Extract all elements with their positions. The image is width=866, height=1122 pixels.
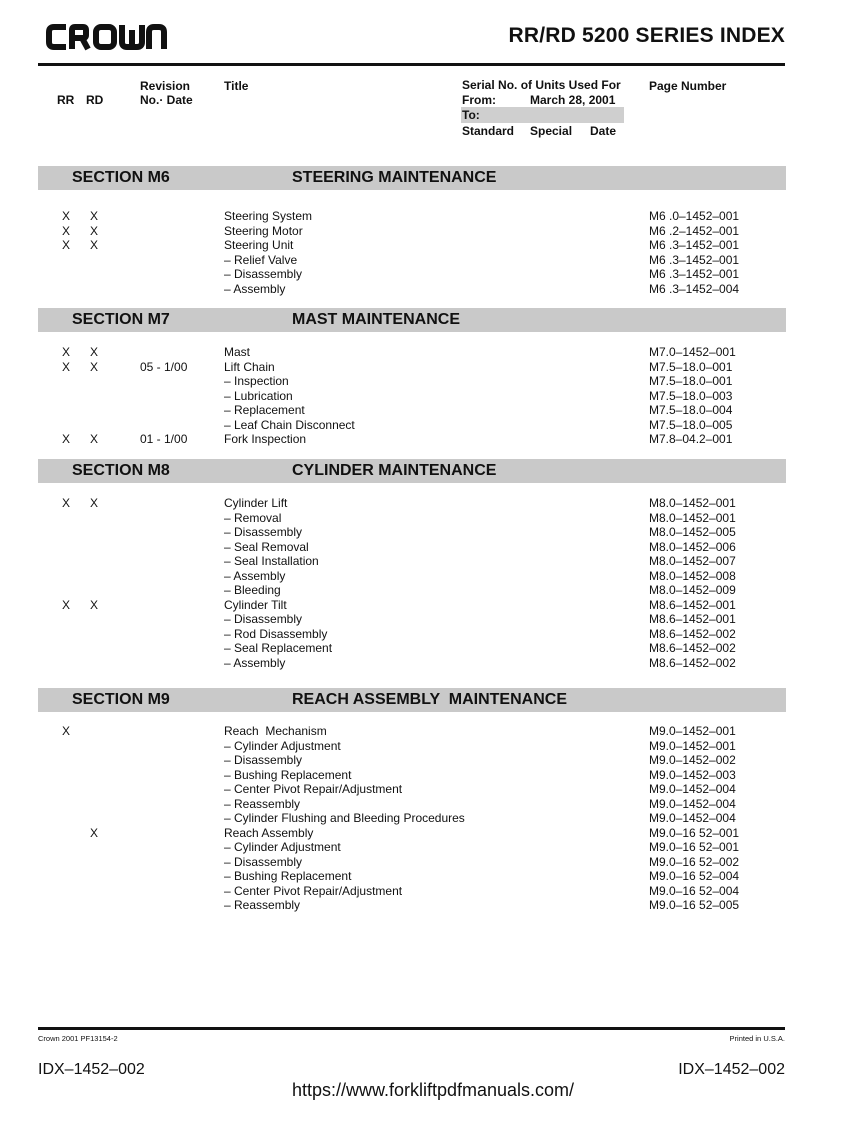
- page-number: M7.0–1452–001: [649, 345, 736, 359]
- column-header-rd: RD: [86, 93, 104, 107]
- index-row: [0, 403, 866, 418]
- index-row: [0, 826, 866, 841]
- page-number: M8.6–1452–002: [649, 641, 736, 655]
- page-number: M6 .3–1452–001: [649, 252, 740, 267]
- page-number: M9.0–1452–004: [649, 782, 736, 796]
- revision-value: 01 - 1/00: [140, 432, 188, 446]
- index-row: [0, 525, 866, 540]
- index-row: [0, 739, 866, 754]
- from-label: From:: [462, 93, 496, 107]
- page-number: M8.0–1452–009: [649, 583, 736, 597]
- entry-title: – Removal: [224, 510, 282, 525]
- page-number: M9.0–1452–004: [649, 811, 736, 825]
- rr-mark: X: [62, 597, 71, 612]
- index-row: [0, 253, 866, 268]
- entry-title: – Assembly: [224, 281, 286, 296]
- rd-mark: X: [90, 432, 99, 446]
- page-number: M6 .2–1452–001: [649, 223, 740, 238]
- rr-mark: X: [62, 238, 71, 252]
- page-number: M9.0–1452–001: [649, 724, 736, 738]
- page-number: M7.5–18.0–001: [649, 359, 733, 374]
- column-header-page-number: Page Number: [649, 79, 727, 93]
- page-number: M7.5–18.0–005: [649, 417, 733, 432]
- page-number: M6 .3–1452–004: [649, 281, 740, 296]
- column-header-revision-date: No.· Date: [140, 93, 193, 107]
- index-row: [0, 884, 866, 899]
- page-number: M7.8–04.2–001: [649, 432, 733, 446]
- column-header-revision: Revision: [140, 79, 191, 93]
- column-header-special: Special: [530, 124, 573, 138]
- index-row: [0, 345, 866, 360]
- entry-title: – Cylinder Adjustment: [224, 738, 341, 753]
- section-band-m6: [38, 166, 786, 190]
- index-row: [0, 782, 866, 797]
- index-row: [0, 418, 866, 433]
- rr-mark: X: [62, 359, 71, 374]
- rr-mark: X: [62, 496, 71, 510]
- document-title: RR/RD 5200 SERIES INDEX: [508, 24, 785, 47]
- from-value: March 28, 2001: [530, 93, 616, 107]
- index-row: [0, 224, 866, 239]
- page-number: M9.0–1452–001: [649, 738, 736, 753]
- serial-heading: Serial No. of Units Used For: [462, 78, 621, 92]
- page-number: M8.6–1452–001: [649, 612, 736, 626]
- rr-mark: X: [62, 223, 71, 238]
- index-row: [0, 768, 866, 783]
- rd-mark: X: [90, 345, 99, 359]
- page-number: M9.0–16 52–004: [649, 883, 740, 898]
- page-number: M6 .3–1452–001: [649, 267, 740, 281]
- page-number: M9.0–1452–004: [649, 796, 736, 811]
- entry-title: Reach Assembly: [224, 825, 314, 840]
- bottom-rule: [38, 1027, 785, 1030]
- entry-title: – Bushing Replacement: [224, 869, 352, 883]
- entry-title: – Inspection: [224, 374, 289, 388]
- revision-value: 05 - 1/00: [140, 359, 188, 374]
- index-row: [0, 797, 866, 812]
- entry-title: – Center Pivot Repair/Adjustment: [224, 782, 403, 796]
- entry-title: Reach Mechanism: [224, 724, 327, 738]
- section-label: SECTION M9: [72, 691, 170, 708]
- crown-logo: [46, 22, 168, 57]
- entry-title: – Assembly: [224, 568, 286, 583]
- column-header-standard: Standard: [462, 124, 515, 138]
- rr-mark: X: [62, 432, 71, 446]
- index-row: [0, 496, 866, 511]
- section-title: MAST MAINTENANCE: [292, 311, 460, 328]
- index-row: [0, 540, 866, 555]
- page-number: M7.5–18.0–001: [649, 374, 733, 388]
- entry-title: – Assembly: [224, 655, 286, 670]
- column-header-date: Date: [590, 124, 617, 138]
- index-row: [0, 374, 866, 389]
- index-row: [0, 569, 866, 584]
- index-row: [0, 238, 866, 253]
- index-row: [0, 869, 866, 884]
- to-highlight-box: [461, 107, 624, 123]
- page-number: M9.0–1452–003: [649, 767, 736, 782]
- rd-mark: X: [90, 825, 99, 840]
- to-label: To:: [462, 108, 480, 122]
- entry-title: – Bleeding: [224, 583, 281, 597]
- section-title: STEERING MAINTENANCE: [292, 169, 497, 186]
- index-row: [0, 583, 866, 598]
- page-number: M8.0–1452–005: [649, 525, 736, 539]
- page-number: M9.0–16 52–001: [649, 840, 740, 854]
- entry-title: Steering Unit: [224, 238, 294, 252]
- entry-title: Cylinder Tilt: [224, 597, 287, 612]
- page-number: M9.0–16 52–001: [649, 825, 740, 840]
- section-title: CYLINDER MAINTENANCE: [292, 462, 497, 479]
- rd-mark: X: [90, 238, 99, 252]
- section-band-m9: [38, 688, 786, 712]
- entry-title: – Leaf Chain Disconnect: [224, 417, 355, 432]
- rd-mark: X: [90, 223, 99, 238]
- index-row: [0, 389, 866, 404]
- entry-title: – Cylinder Adjustment: [224, 840, 341, 854]
- source-url[interactable]: https://www.forkliftpdfmanuals.com/: [291, 1080, 575, 1100]
- index-row: [0, 811, 866, 826]
- crown-logo-mark: [46, 22, 168, 52]
- entry-title: – Seal Removal: [224, 539, 309, 554]
- page-number: M8.0–1452–001: [649, 496, 736, 510]
- document-id-right: IDX–1452–002: [678, 1061, 785, 1078]
- page-number: M6 .3–1452–001: [649, 238, 740, 252]
- entry-title: – Reassembly: [224, 898, 301, 912]
- page-number: M9.0–16 52–004: [649, 869, 740, 883]
- entry-title: – Disassembly: [224, 612, 303, 626]
- index-row: [0, 554, 866, 569]
- page-number: M8.6–1452–002: [649, 655, 736, 670]
- page-number: M6 .0–1452–001: [649, 209, 740, 223]
- index-row: [0, 641, 866, 656]
- index-row: [0, 840, 866, 855]
- rr-mark: X: [62, 209, 71, 223]
- entry-title: – Lubrication: [224, 388, 293, 403]
- page-number: M9.0–16 52–005: [649, 898, 740, 912]
- page-number: M8.6–1452–001: [649, 597, 736, 612]
- entry-title: – Disassembly: [224, 525, 303, 539]
- printed-in-text: Printed in U.S.A.: [729, 1034, 785, 1043]
- section-band-m7: [38, 308, 786, 332]
- entry-title: Lift Chain: [224, 359, 275, 374]
- index-row: [0, 360, 866, 375]
- index-row: [0, 724, 866, 739]
- index-row: [0, 753, 866, 768]
- entry-title: Steering Motor: [224, 223, 303, 238]
- entry-title: – Cylinder Flushing and Bleeding Procedures: [224, 811, 465, 825]
- index-row: [0, 612, 866, 627]
- page-number: M8.6–1452–002: [649, 626, 736, 641]
- entry-title: Mast: [224, 345, 251, 359]
- rd-mark: X: [90, 209, 99, 223]
- index-row: [0, 898, 866, 913]
- rd-mark: X: [90, 597, 99, 612]
- section-label: SECTION M8: [72, 462, 170, 479]
- entry-title: – Bushing Replacement: [224, 767, 352, 782]
- entry-title: – Disassembly: [224, 267, 303, 281]
- entry-title: Fork Inspection: [224, 432, 307, 446]
- index-row: [0, 432, 866, 447]
- index-row: [0, 511, 866, 526]
- column-header-title: Title: [224, 79, 249, 93]
- page-number: M9.0–16 52–002: [649, 854, 740, 869]
- entry-title: – Seal Installation: [224, 554, 319, 568]
- section-band-m8: [38, 459, 786, 483]
- section-label: SECTION M6: [72, 169, 170, 186]
- document-id-left: IDX–1452–002: [38, 1061, 145, 1078]
- page-number: M8.0–1452–008: [649, 568, 736, 583]
- index-row: [0, 282, 866, 297]
- entry-title: Steering System: [224, 209, 313, 223]
- index-row: [0, 209, 866, 224]
- entry-title: – Reassembly: [224, 796, 301, 811]
- rd-mark: X: [90, 359, 99, 374]
- copyright-text: Crown 2001 PF13154-2: [38, 1034, 118, 1043]
- rr-mark: X: [62, 345, 71, 359]
- index-row: [0, 267, 866, 282]
- entry-title: – Relief Valve: [224, 252, 298, 267]
- page-number: M8.0–1452–006: [649, 539, 736, 554]
- index-row: [0, 627, 866, 642]
- page-number: M7.5–18.0–003: [649, 388, 733, 403]
- entry-title: – Disassembly: [224, 854, 303, 869]
- page-number: M8.0–1452–007: [649, 554, 736, 568]
- section-label: SECTION M7: [72, 311, 170, 328]
- column-header-rr: RR: [57, 93, 75, 107]
- entry-title: – Rod Disassembly: [224, 626, 328, 641]
- page-number: M7.5–18.0–004: [649, 403, 733, 417]
- index-row: [0, 855, 866, 870]
- top-rule: [38, 63, 785, 66]
- entry-title: Cylinder Lift: [224, 496, 288, 510]
- section-title: REACH ASSEMBLY MAINTENANCE: [292, 691, 567, 708]
- page-number: M8.0–1452–001: [649, 510, 736, 525]
- entry-title: – Seal Replacement: [224, 641, 333, 655]
- entry-title: – Replacement: [224, 403, 305, 417]
- rd-mark: X: [90, 496, 99, 510]
- index-row: [0, 656, 866, 671]
- entry-title: – Center Pivot Repair/Adjustment: [224, 883, 403, 898]
- index-row: [0, 598, 866, 613]
- rr-mark: X: [62, 724, 71, 738]
- page-number: M9.0–1452–002: [649, 753, 736, 767]
- entry-title: – Disassembly: [224, 753, 303, 767]
